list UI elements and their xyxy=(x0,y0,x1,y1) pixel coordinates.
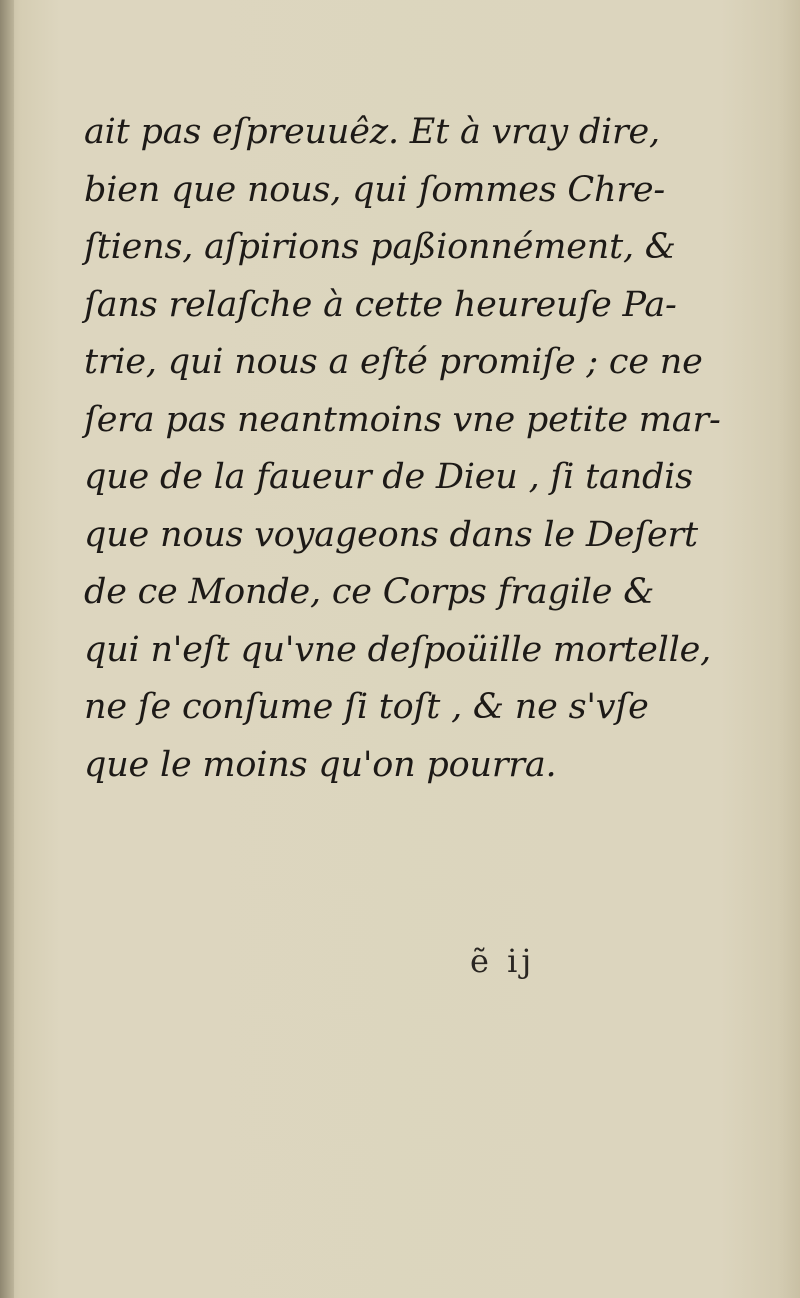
signature-mark: ẽ ij xyxy=(470,942,536,980)
text-line: ait pas eſpreuuêz. Et à vray dire, xyxy=(84,112,660,152)
text-line: ne ſe conſume ſi toſt , & ne s'vſe xyxy=(84,687,649,727)
text-line: qui n'eſt qu'vne deſpoüille mortelle, xyxy=(84,629,712,670)
body-text xyxy=(84,104,721,794)
text-line: ſtiens, aſpirions paßionnément, & xyxy=(84,227,676,267)
text-line: ſera pas neantmoins vne petite mar- xyxy=(84,399,721,440)
text-line: que le moins qu'on pourra. xyxy=(84,744,557,785)
text-line: trie, qui nous a eſté promiſe ; ce ne xyxy=(84,342,703,382)
text-line: bien que nous, qui ſommes Chre- xyxy=(84,169,665,210)
text-line: de ce Monde, ce Corps fragile & xyxy=(84,572,655,612)
text-line: que nous voyageons dans le Deſert xyxy=(84,514,698,555)
text-line: ſans relaſche à cette heureuſe Pa- xyxy=(84,284,677,325)
binding-gutter xyxy=(0,0,14,1298)
text-line: que de la faueur de Dieu , ſi tandis xyxy=(84,457,693,497)
